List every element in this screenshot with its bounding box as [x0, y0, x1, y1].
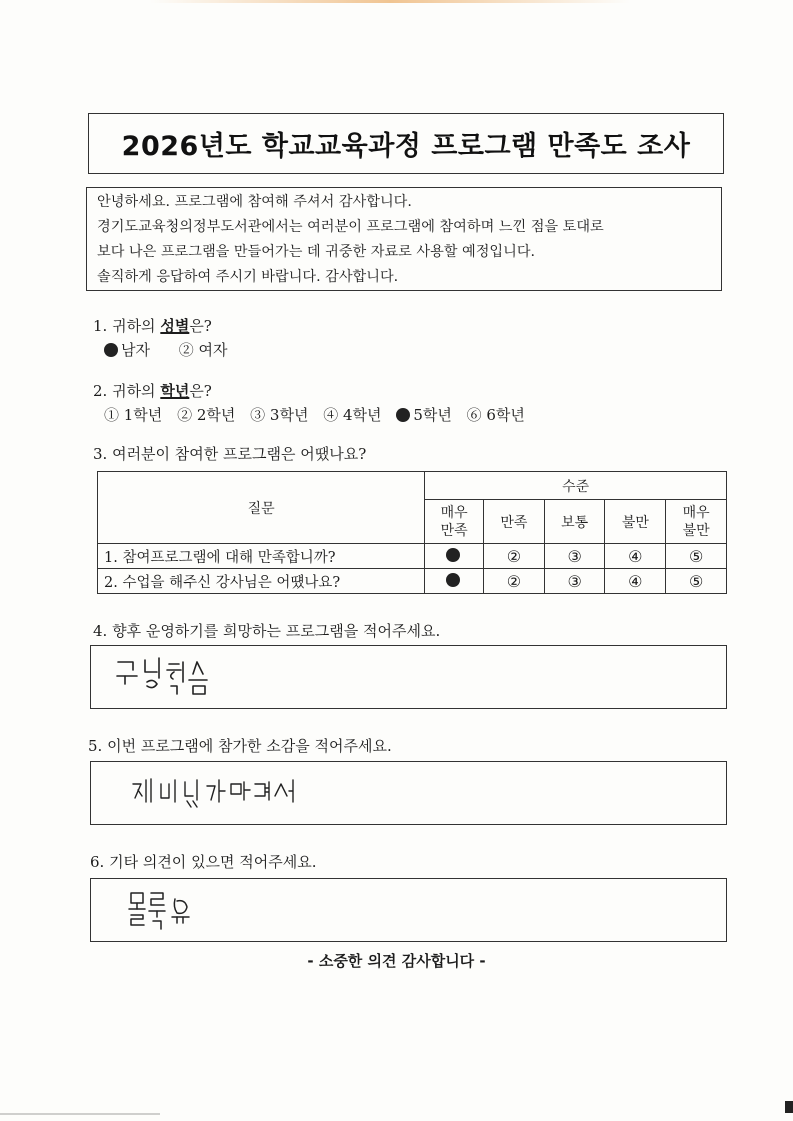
question-3-label: 3. 여러분이 참여한 프로그램은 어땠나요?	[93, 445, 367, 463]
question-6-label: 6. 기타 의견이 있으면 적어주세요.	[90, 853, 317, 871]
intro-line: 경기도교육청의정부도서관에서는 여러분이 프로그램에 참여하며 느낀 점을 토대로	[97, 219, 604, 235]
table-row	[98, 544, 727, 569]
filled-circle-icon	[446, 573, 460, 587]
row-question: 1. 참여프로그램에 대해 만족합니까?	[98, 544, 425, 569]
paper-edge	[0, 1113, 160, 1115]
page-title: 2026년도 학교교육과정 프로그램 만족도 조사	[121, 131, 691, 162]
question-2-options	[104, 404, 535, 426]
column-level: 수준	[425, 472, 727, 500]
rating-cell[interactable]: ④	[605, 544, 666, 569]
handwritten-answer	[131, 774, 321, 810]
table-row	[98, 569, 727, 594]
option-grade-5[interactable]: 5학년	[396, 406, 452, 424]
option-grade-3[interactable]: ③ 3학년	[250, 406, 309, 424]
level-very-dissatisfied: 매우 불만	[666, 500, 727, 544]
option-grade-4[interactable]: ④ 4학년	[323, 406, 382, 424]
filled-circle-icon	[446, 548, 460, 562]
answer-box-4[interactable]	[90, 645, 727, 709]
paper-edge	[150, 0, 630, 3]
rating-cell[interactable]: ④	[605, 569, 666, 594]
rating-cell[interactable]: ⑤	[666, 544, 727, 569]
handwritten-answer	[127, 889, 207, 935]
level-satisfied: 만족	[484, 500, 545, 544]
scan-mark	[785, 1101, 793, 1113]
level-dissatisfied: 불만	[605, 500, 666, 544]
intro-line: 안녕하세요. 프로그램에 참여해 주셔서 감사합니다.	[97, 194, 412, 210]
option-grade-1[interactable]: ① 1학년	[104, 406, 163, 424]
rating-cell[interactable]: ⑤	[666, 569, 727, 594]
title-box	[88, 113, 724, 174]
rating-cell[interactable]: ②	[484, 569, 545, 594]
rating-cell[interactable]: ③	[544, 569, 605, 594]
row-question: 2. 수업을 해주신 강사님은 어떘나요?	[98, 569, 425, 594]
answer-box-6[interactable]	[90, 878, 727, 942]
column-question: 질문	[98, 472, 425, 544]
intro-line: 솔직하게 응답하여 주시기 바랍니다. 감사합니다.	[97, 269, 399, 285]
filled-circle-icon	[396, 408, 410, 422]
question-4-label: 4. 향후 운영하기를 희망하는 프로그램을 적어주세요.	[93, 622, 441, 640]
question-1-label: 1. 귀하의 성별은?	[93, 317, 212, 335]
option-grade-6[interactable]: ⑥ 6학년	[466, 406, 525, 424]
rating-table	[97, 471, 727, 594]
option-grade-2[interactable]: ② 2학년	[177, 406, 236, 424]
question-1-options	[104, 339, 238, 361]
filled-circle-icon	[104, 343, 118, 357]
question-5-label: 5. 이번 프로그램에 참가한 소감을 적어주세요.	[88, 737, 392, 755]
rating-cell[interactable]: ③	[544, 544, 605, 569]
footer-thanks: - 소중한 의견 감사합니다 -	[307, 952, 486, 970]
rating-cell[interactable]: ②	[484, 544, 545, 569]
option-female[interactable]: ② 여자	[178, 341, 228, 359]
intro-line: 보다 나은 프로그램을 만들어가는 데 귀중한 자료로 사용할 예정입니다.	[97, 244, 536, 260]
answer-box-5[interactable]	[90, 761, 727, 825]
question-2-label: 2. 귀하의 학년은?	[93, 382, 212, 400]
intro-box	[86, 187, 722, 291]
option-male[interactable]: 남자	[104, 341, 150, 359]
keyword-gender: 성별	[160, 317, 190, 335]
rating-cell[interactable]	[425, 544, 484, 569]
level-very-satisfied: 매우 만족	[425, 500, 484, 544]
keyword-grade: 학년	[160, 382, 190, 400]
handwritten-answer	[113, 652, 243, 702]
rating-cell[interactable]	[425, 569, 484, 594]
level-neutral: 보통	[544, 500, 605, 544]
